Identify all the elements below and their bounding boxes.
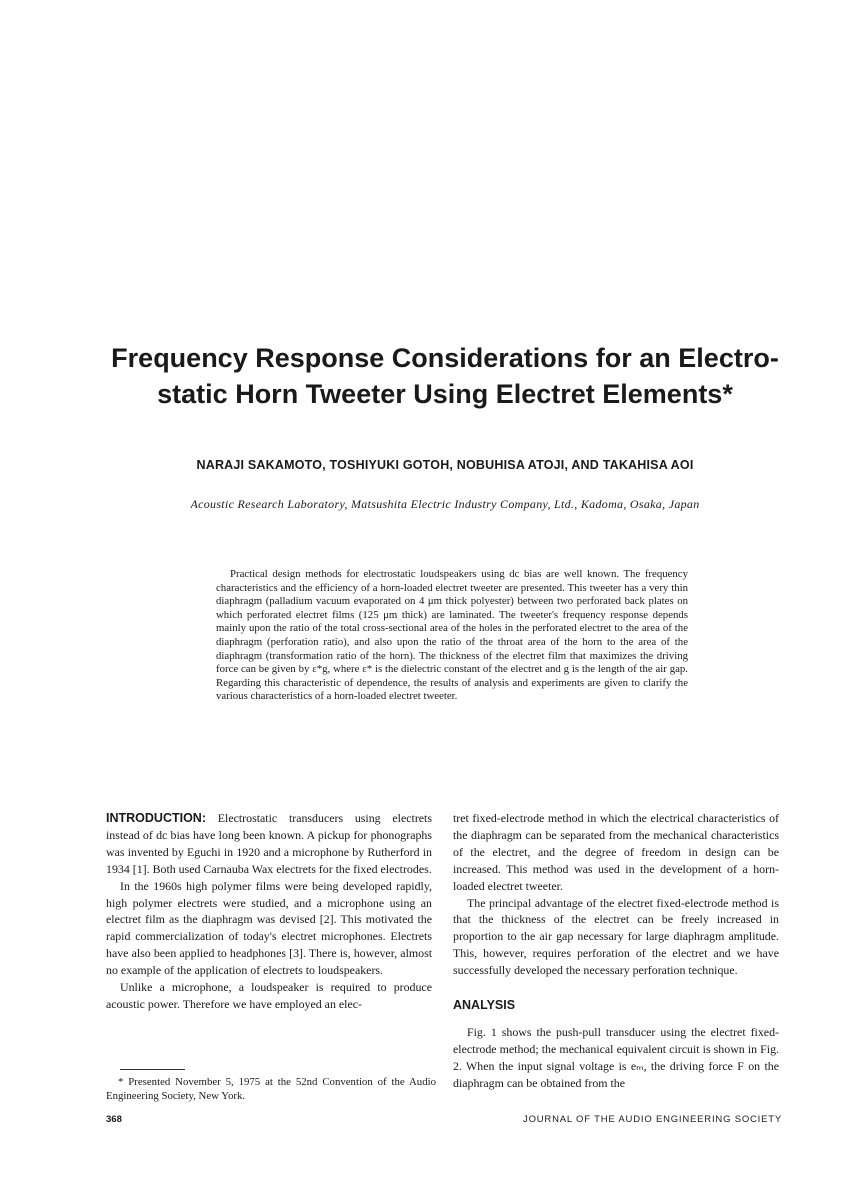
abstract: Practical design methods for electrostatic loudspeakers using dc bias are well known. The frequency characteristics and the efficiency of a horn-loaded electret tweeter are presented. This tweeter has a very thin diaphragm (palladium vacuum evaporated on 4 μm thick polyester) between two perforated back plates on which perforated electret films (125 μm thick) are laminated. The tweeter's frequency response depends mainly upon the ratio of the total cross-sectional area of the holes in the perforated electret to the area of the diaphragm (perforation ratio), and also upon the ratio of the throat area of the horn to the area of the diaphragm (transformation ratio of the horn). The thickness of the electret film that maximizes the driving force can be given by ε*g, where ε* is the dielectric constant of the electret and g is the length of the air gap. Regarding this characteristic of dependence, the results of analysis and experiments are given to clarify the various characteristics of a horn-loaded electret tweeter. bbox=[216, 568, 688, 703]
analysis-heading: ANALYSIS bbox=[453, 998, 516, 1013]
intro-paragraph-3: Unlike a microphone, a loudspeaker is required to produce acoustic power. Therefore we have employed an elec- bbox=[106, 980, 432, 1011]
title-line-1: Frequency Response Considerations for an Electro- bbox=[111, 343, 779, 373]
author-list: NARAJI SAKAMOTO, TOSHIYUKI GOTOH, NOBUHISA ATOJI, AND TAKAHISA AOI bbox=[196, 458, 694, 472]
paper-title bbox=[80, 340, 810, 412]
body-column-left bbox=[106, 810, 432, 1013]
footnote: * Presented November 5, 1975 at the 52nd Convention of the Audio Engineering Society, New York. bbox=[106, 1076, 436, 1102]
page-number: 368 bbox=[106, 1114, 122, 1125]
intro-paragraph-1 bbox=[106, 810, 432, 878]
affiliation: Acoustic Research Laboratory, Matsushita Electric Industry Company, Ltd., Kadoma, Osaka, Japan bbox=[190, 497, 700, 511]
right-paragraph-1: tret fixed-electrode method in which the electrical characteristics of the diaphragm can be separated from the mechanical characteristics of the electret, and the degree of freedom in design can be increased. This method was used in the development of a horn-loaded electret tweeter. bbox=[453, 811, 779, 893]
footnote-rule bbox=[120, 1069, 185, 1070]
introduction-heading: INTRODUCTION: bbox=[106, 811, 206, 825]
right-paragraph-2: The principal advantage of the electret fixed-electrode method is that the thickness of the electret can be freely increased in proportion to the air gap necessary for large diaphragm amplitude. This, however, requires perforation of the electret and we have successfully developed the necessary perforation technique. bbox=[453, 895, 779, 978]
title-line-2: static Horn Tweeter Using Electret Elements* bbox=[157, 379, 733, 409]
analysis-paragraph-1: Fig. 1 shows the push-pull transducer using the electret fixed-electrode method; the mechanical equivalent circuit is shown in Fig. 2. When the input signal voltage is eₘ, the driving force F on the diaphragm can be obtained from the bbox=[453, 1024, 779, 1090]
intro-paragraph-2: In the 1960s high polymer films were being developed rapidly, high polymer electrets were studied, and a microphone using an electret film as the diaphragm was devised [2]. This motivated the rapid commercialization of today's electret microphones. Electrets have also been applied to headphones [3]. There is, however, almost no example of the application of electrets to loudspeakers. bbox=[106, 878, 432, 978]
body-column-right bbox=[453, 810, 779, 1092]
intro-paragraph-1-text: Electrostatic transducers using electrets instead of dc bias have long been known. A pickup for phonographs was invented by Eguchi in 1920 and a microphone by Rutherford in 1934 [1]. Both used Carnauba Wax electrets for the fixed electrodes. bbox=[106, 811, 432, 876]
journal-name: JOURNAL OF THE AUDIO ENGINEERING SOCIETY bbox=[523, 1114, 782, 1125]
